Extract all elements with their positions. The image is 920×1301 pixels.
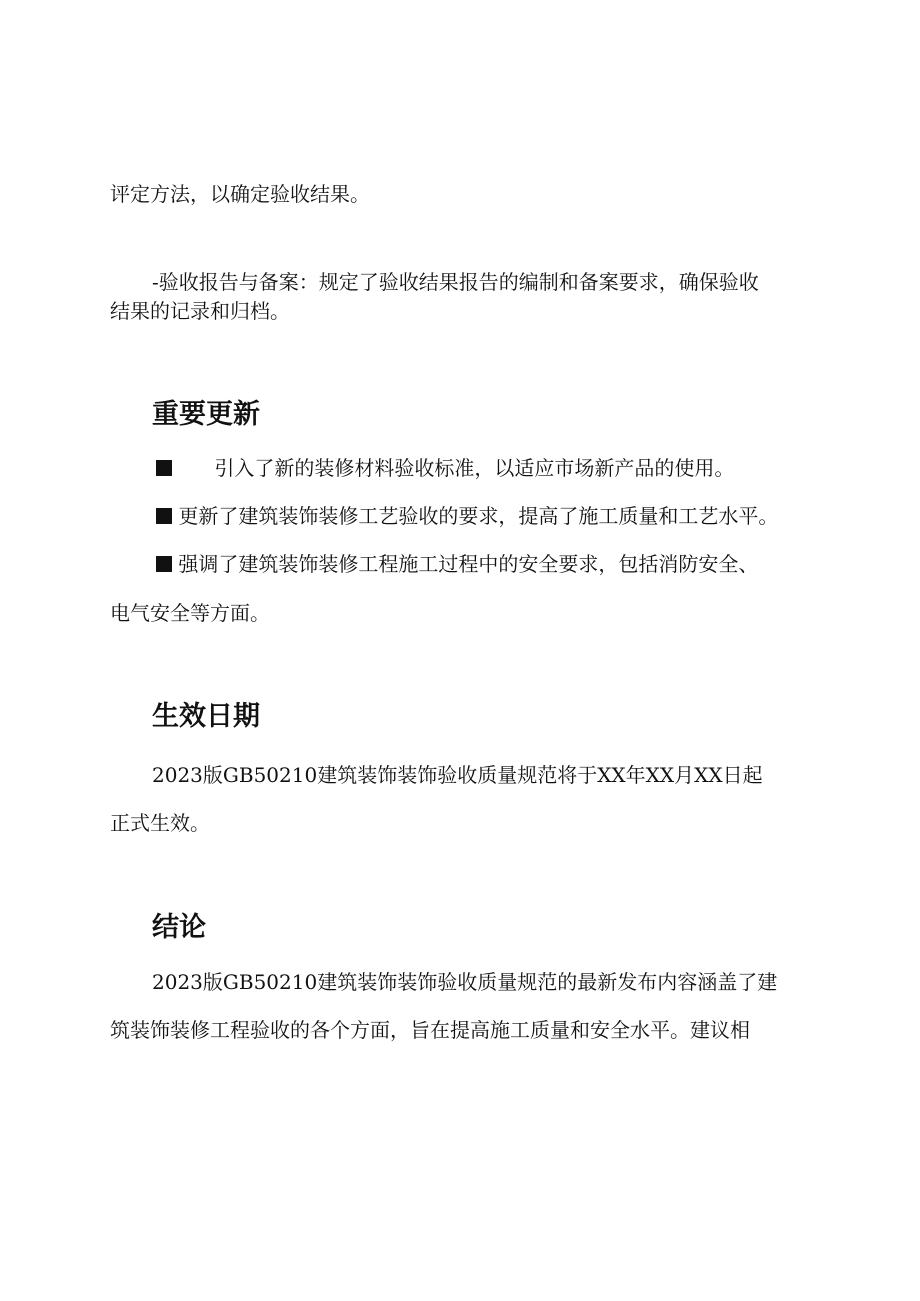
effective-date-line1: 2023版GB50210建筑装饰装饰验收质量规范将于XX年XX月XX日起 — [152, 763, 763, 787]
square-bullet-icon — [156, 460, 172, 476]
effective-date-line2: 正式生效。 — [110, 811, 210, 835]
section-title-conclusion: 结论 — [152, 912, 206, 943]
update-item-2-text: 更新了建筑装饰装修工艺验收的要求，提高了施工质量和工艺水平。 — [178, 504, 779, 528]
update-item-3-text-line2: 电气安全等方面。 — [110, 601, 270, 625]
intro-line: 评定方法，以确定验收结果。 — [110, 182, 370, 206]
section-title-updates: 重要更新 — [152, 399, 260, 430]
update-item-2 — [156, 506, 778, 526]
conclusion-line2: 筑装饰装修工程验收的各个方面，旨在提高施工质量和安全水平。建议相 — [110, 1018, 750, 1042]
report-item-line1: -验收报告与备案：规定了验收结果报告的编制和备案要求，确保验收 — [152, 270, 759, 294]
update-item-1 — [156, 458, 734, 478]
section-title-effective-date: 生效日期 — [152, 701, 260, 732]
conclusion-line1: 2023版GB50210建筑装饰装饰验收质量规范的最新发布内容涵盖了建 — [152, 970, 778, 994]
update-item-3-text-line1: 强调了建筑装饰装修工程施工过程中的安全要求，包括消防安全、 — [178, 552, 759, 576]
update-item-1-text: 引入了新的装修材料验收标准，以适应市场新产品的使用。 — [214, 456, 735, 480]
update-item-3 — [156, 554, 758, 574]
square-bullet-icon — [156, 508, 172, 524]
report-item-line2: 结果的记录和归档。 — [110, 299, 290, 323]
square-bullet-icon — [156, 556, 172, 572]
